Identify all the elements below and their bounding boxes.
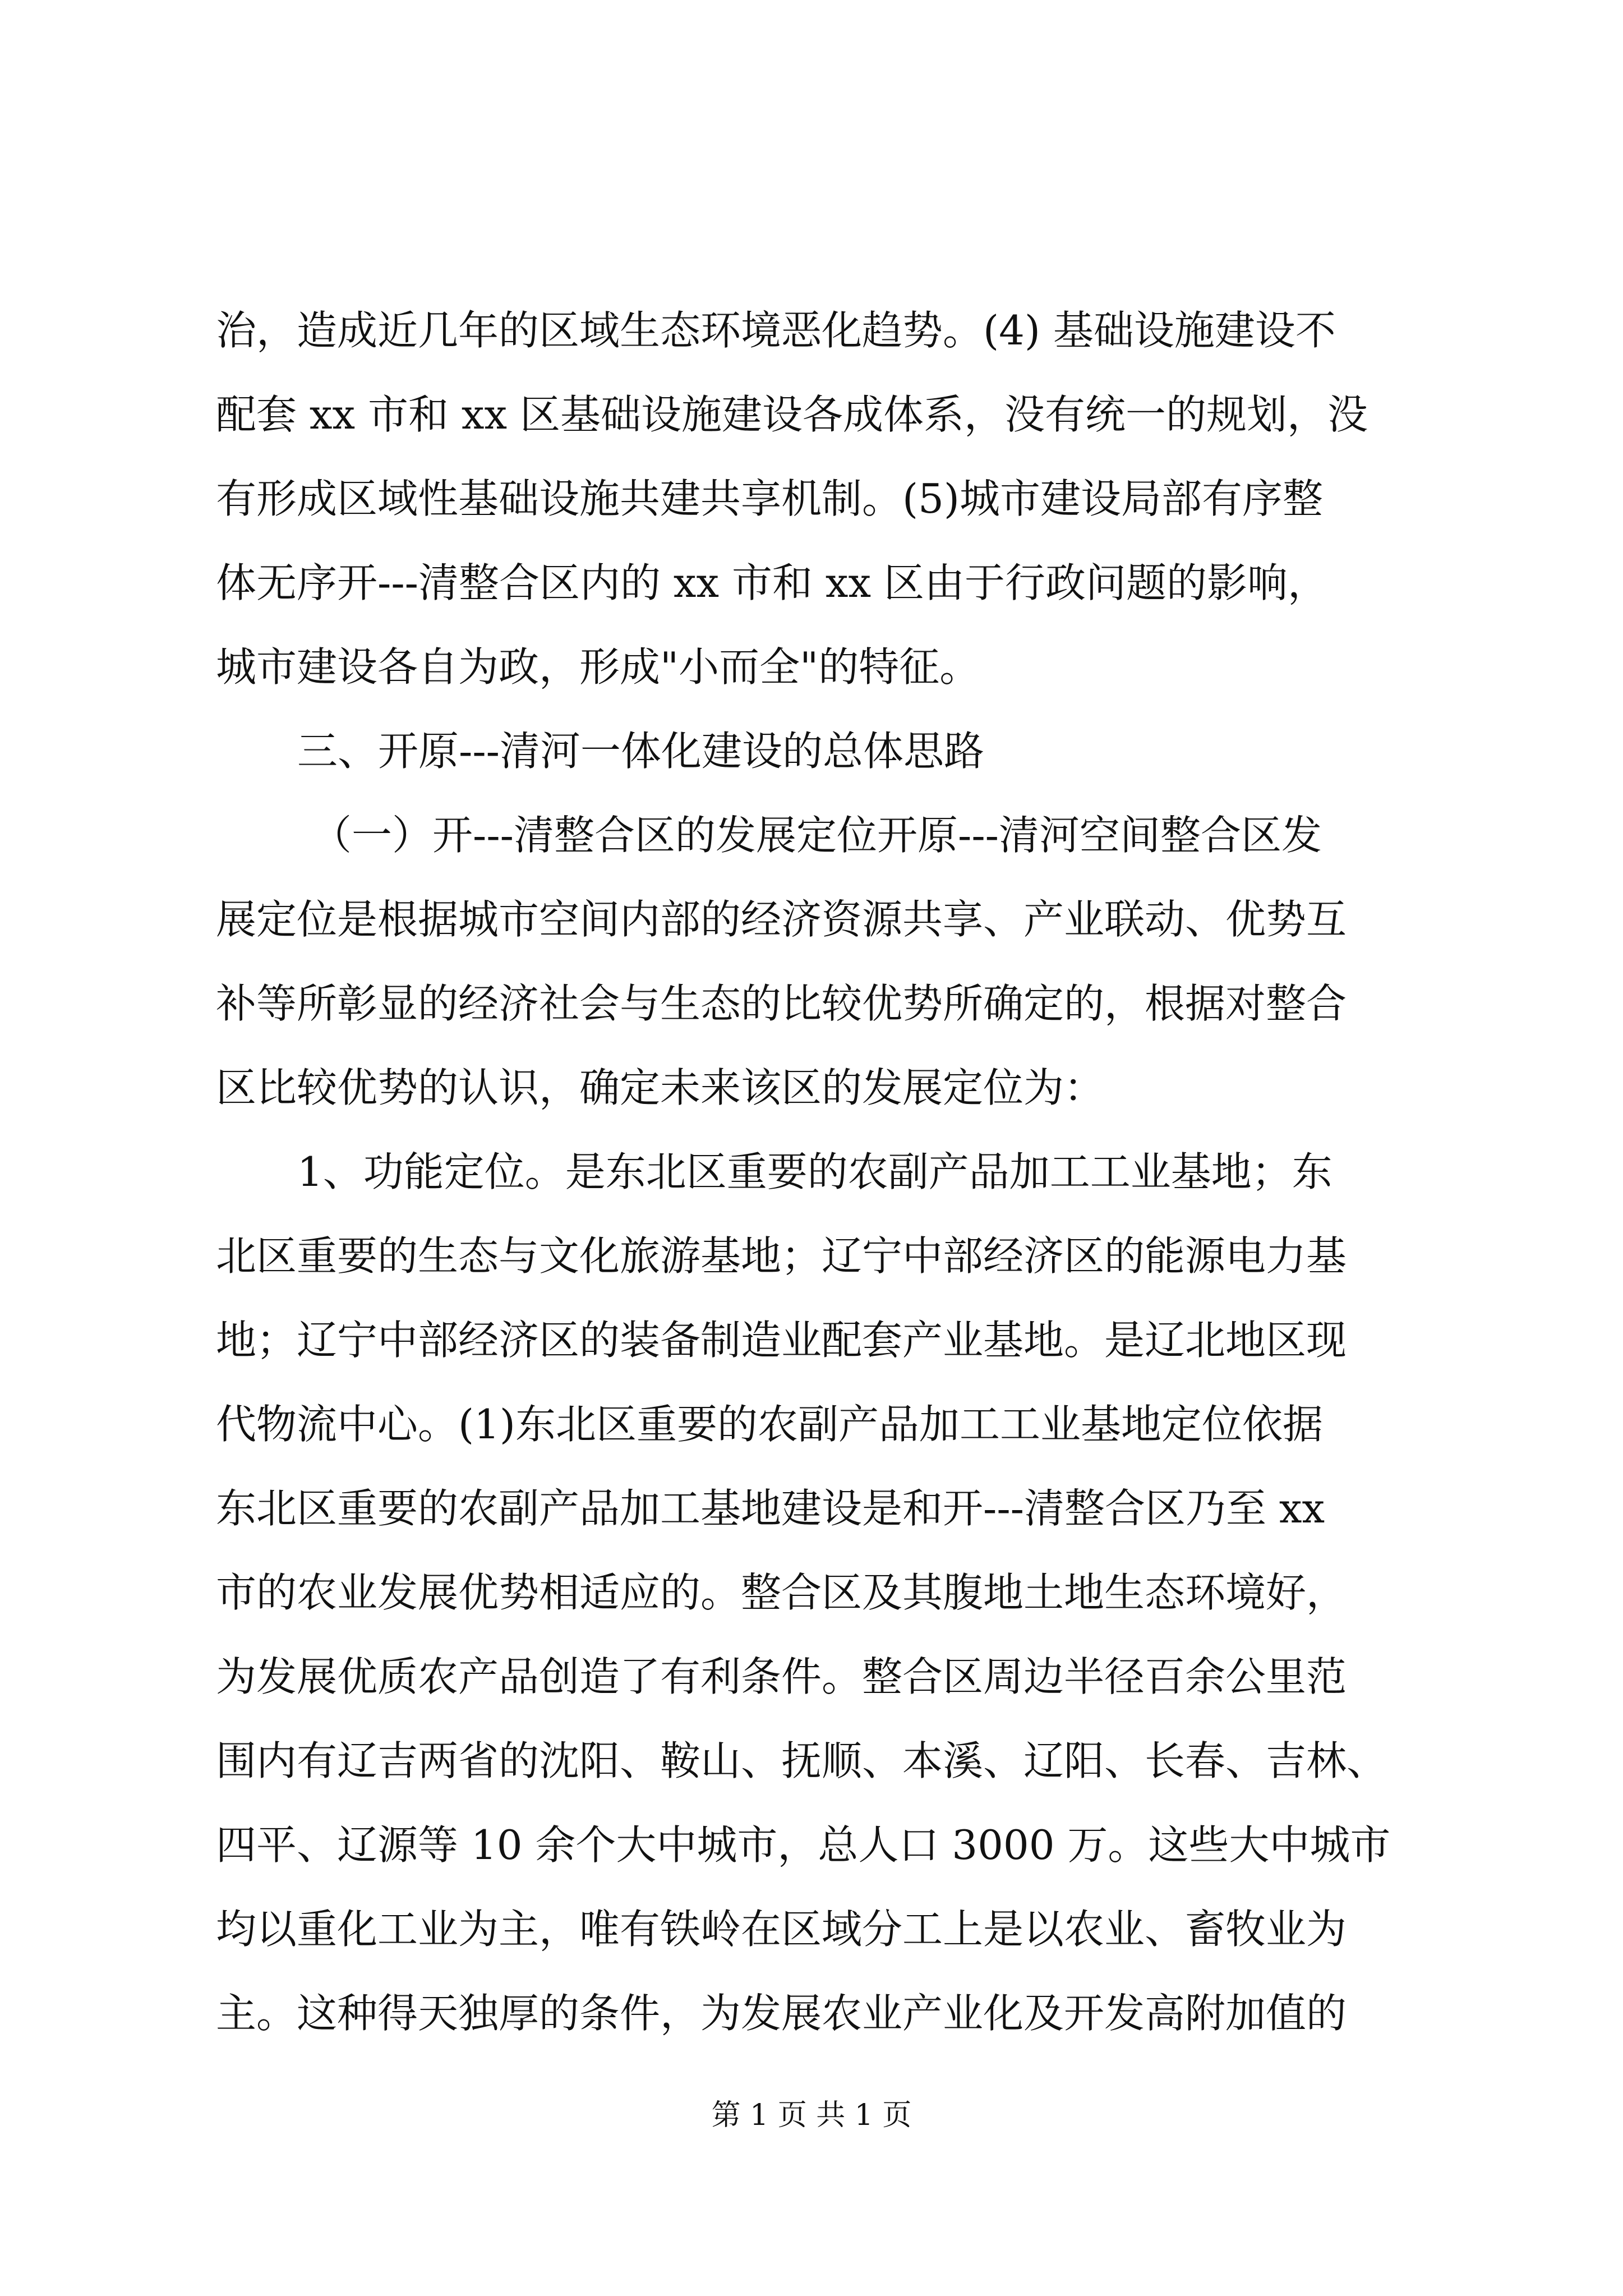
body-line-17: 为发展优质农产品创造了有利条件。整合区周边半径百余公里范 bbox=[216, 1653, 1347, 1700]
body-line-19: 四平、辽源等 10 余个大中城市，总人口 3000 万。这些大中城市 bbox=[216, 1821, 1391, 1869]
body-line-21: 主。这种得天独厚的条件，为发展农业产业化及开发高附加值的 bbox=[216, 1990, 1347, 2037]
body-line-8: 展定位是根据城市空间内部的经济资源共享、产业联动、优势互 bbox=[216, 896, 1347, 943]
body-line-2: 配套 xx 市和 xx 区基础设施建设各成体系，没有统一的规划，没 bbox=[216, 391, 1368, 438]
body-line-16: 市的农业发展优势相适应的。整合区及其腹地土地生态环境好， bbox=[216, 1569, 1347, 1616]
body-line-1: 治，造成近几年的区域生态环境恶化趋势。(4) 基础设施建设不 bbox=[216, 307, 1336, 354]
body-line-15: 东北区重要的农副产品加工基地建设是和开---清整合区乃至 xx bbox=[216, 1485, 1325, 1532]
body-line-4: 体无序开---清整合区内的 xx 市和 xx 区由于行政问题的影响， bbox=[216, 559, 1328, 606]
body-line-5: 城市建设各自为政，形成"小而全"的特征。 bbox=[216, 643, 980, 691]
body-line-11: 1、功能定位。是东北区重要的农副产品加工工业基地；东 bbox=[297, 1148, 1332, 1195]
body-line-14: 代物流中心。(1)东北区重要的农副产品加工工业基地定位依据 bbox=[216, 1401, 1323, 1448]
body-line-18: 围内有辽吉两省的沈阳、鞍山、抚顺、本溪、辽阳、长春、吉林、 bbox=[216, 1737, 1387, 1784]
page-number-footer: 第 1 页 共 1 页 bbox=[711, 2099, 912, 2132]
body-line-20: 均以重化工业为主，唯有铁岭在区域分工上是以农业、畜牧业为 bbox=[216, 1906, 1347, 1953]
body-line-3: 有形成区域性基础设施共建共享机制。(5)城市建设局部有序整 bbox=[216, 475, 1323, 522]
body-line-13: 地；辽宁中部经济区的装备制造业配套产业基地。是辽北地区现 bbox=[216, 1317, 1347, 1364]
body-line-10: 区比较优势的认识，确定未来该区的发展定位为： bbox=[216, 1064, 1105, 1111]
body-line-12: 北区重要的生态与文化旅游基地；辽宁中部经济区的能源电力基 bbox=[216, 1232, 1347, 1280]
body-line-9: 补等所彰显的经济社会与生态的比较优势所确定的，根据对整合 bbox=[216, 980, 1347, 1027]
body-line-7: （一）开---清整合区的发展定位开原---清河空间整合区发 bbox=[311, 812, 1322, 859]
section-heading: 三、开原---清河一体化建设的总体思路 bbox=[297, 728, 984, 775]
